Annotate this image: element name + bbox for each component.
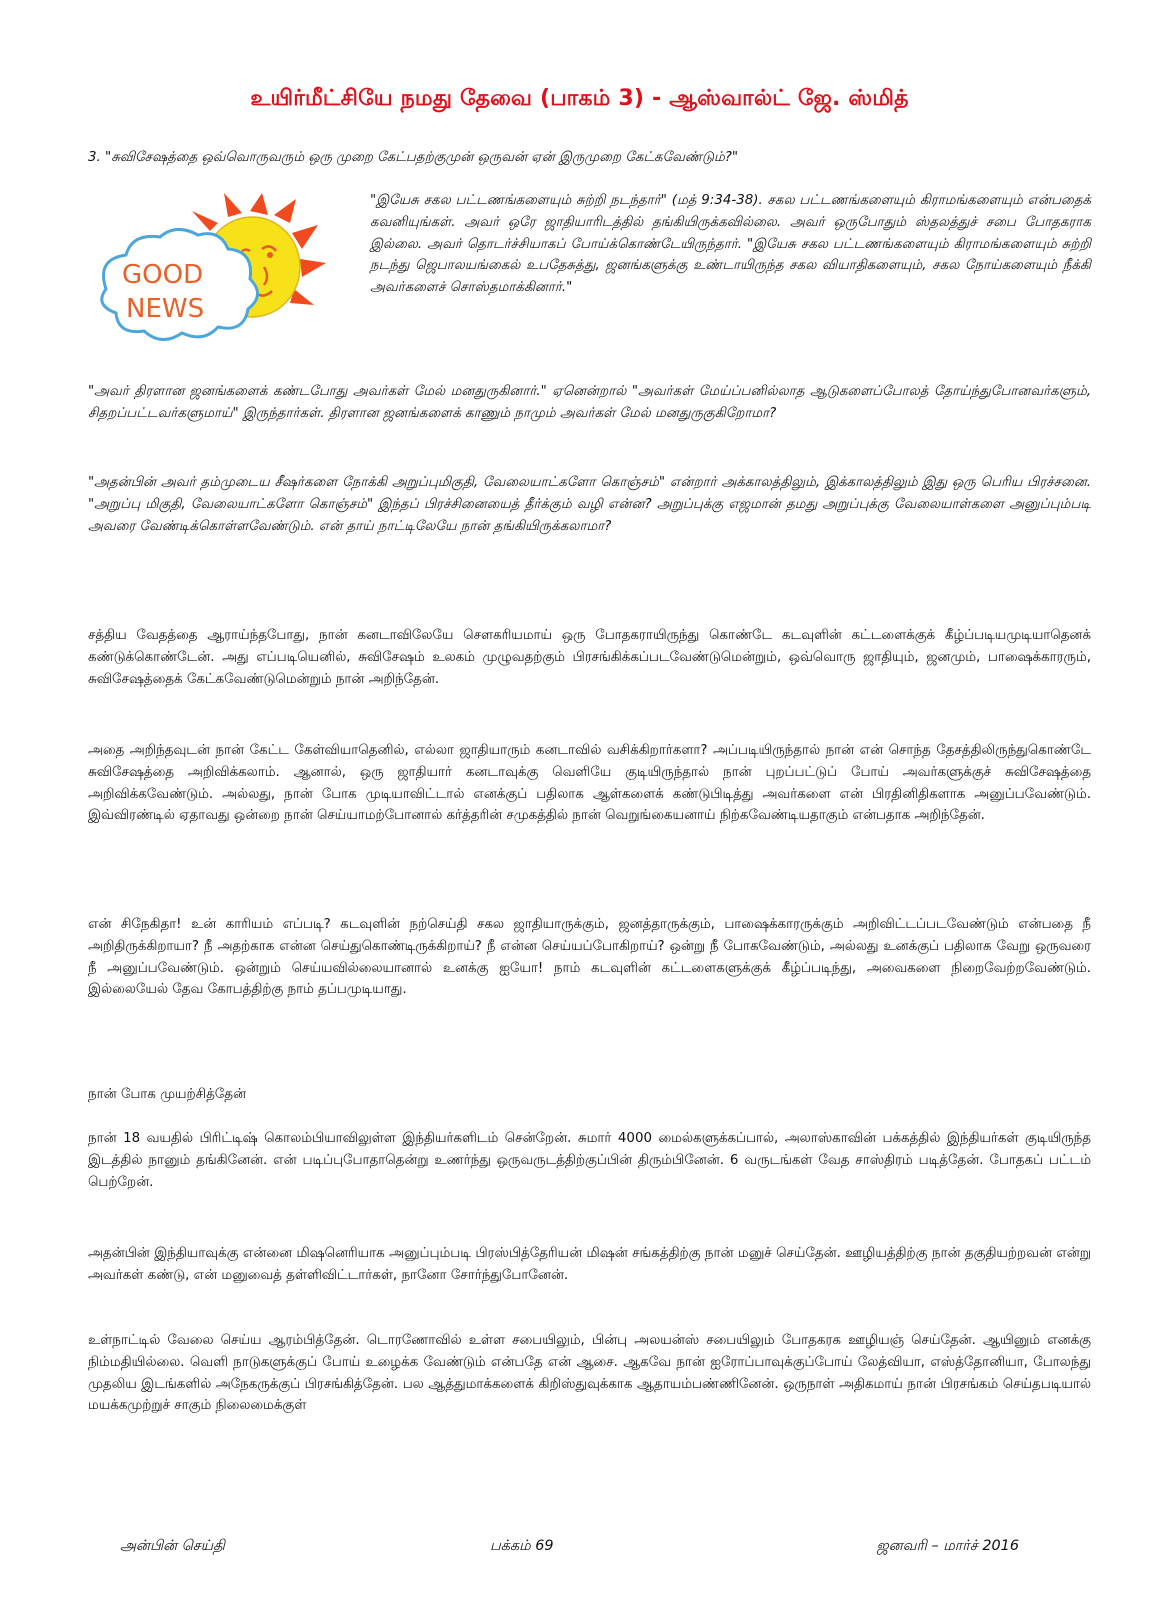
logo-text-good: GOOD [122, 260, 204, 290]
footer-page-number: பக்கம் 69 [490, 1538, 554, 1554]
paragraph-6: நான் 18 வயதில் பிரிட்டிஷ் கொலம்பியாவிலுள்ள இந்தியர்களிடம் சென்றேன். சுமார் 4000 மைல்களுக்கப்பால், அலாஸ்காவின் பக்கத்தில் இந்தியர்கள் குடியிருந்த இடத்தில் நானும் தங்கினேன். என் படிப்புபோதாதென்று உணர்ந்து ஒருவருடத்திற்குப்பின் திரும்பினேன். 6 வருடங்கள் வேத சாஸ்திரம் படித்தேன். போதகப் பட்டம் பெற்றேன். [88, 1131, 1091, 1190]
footer-publication: அன்பின் செய்தி [120, 1538, 225, 1554]
footer-date: ஜனவரி – மார்ச் 2016 [876, 1538, 1019, 1554]
good-news-logo [92, 193, 342, 353]
intro-paragraph: "இயேசு சகல பட்டணங்களையும் சுற்றி நடந்தார்" (மத் 9:34-38). சகல பட்டணங்களையும் கிராமங்களையும் என்பதைக் கவனியுங்கள். அவர் ஒரே ஜாதியாரிடத்தில் தங்கியிருக்கவில்லை. அவர் ஒருபோதும் ஸ்தலத்துச் சபை போதகராக இல்லை. அவர் தொடர்ச்சியாகப் போய்க்கொண்டேயிருந்தார். "இயேசு சகல பட்டணங்களையும் கிராமங்களையும் சுற்றி நடந்து ஜெபாலயங்கைல் உபதேசுத்து, ஜனங்களுக்கு உண்டாயிருந்த சகல வியாதிகளையும், சகல நோய்களையும் நீக்கி அவர்களைச் சொஸ்தமாக்கினார்." [370, 193, 1091, 296]
paragraph-5: என் சிநேகிதா! உன் காரியம் எப்படி? கடவுளின் நற்செய்தி சகல ஜாதியாருக்கும், ஜனத்தாருக்கும், பாஷைக்காரருக்கும் அறிவிட்டப்படவேண்டும் என்பதை நீ அறிதிருக்கிறாயா? நீ அதற்காக என்ன செய்துகொண்டிருக்கிறாய்? நீ என்ன செய்யப்போகிறாய்? ஒன்று நீ போகவேண்டும், அல்லது உனக்குப் பதிலாக வேறு ஒருவரை நீ அனுப்பவேண்டும். ஒன்றும் செய்யவில்லையானால் உனக்கு ஐயோ! நாம் கடவுளின் கட்டளைகளுக்குக் கீழ்ப்படிந்து, அவைகளை நிறைவேற்றவேண்டும். இல்லையேல் தேவ கோபத்திற்கு நாம் தப்பமுடியாது. [88, 917, 1091, 998]
paragraph-7: அதன்பின் இந்தியாவுக்கு என்னை மிஷனெரியாக அனுப்பும்படி பிரஸ்பித்தேரியன் மிஷன் சங்கத்திற்கு நான் மனுச் செய்தேன். ஊழியத்திற்கு நான் தகுதியற்றவன் என்று அவர்கள் கண்டு, என் மனுவைத் தள்ளிவிட்டார்கள், நானோ சோர்ந்துபோனேன். [88, 1246, 1091, 1283]
article-title: உயிர்மீட்சியே நமது தேவை (பாகம் 3) - ஆஸ்வால்ட் ஜே. ஸ்மித் [250, 86, 909, 111]
logo-text-news: NEWS [126, 294, 205, 324]
paragraph-8: உள்நாட்டில் வேலை செய்ய ஆரம்பித்தேன். டொரணோவில் உள்ள சபையிலும், பின்பு அலயன்ஸ் சபையிலும் போதகரக ஊழியஞ் செய்தேன். ஆயினும் எனக்கு நிம்மதியில்லை. வெளி நாடுகளுக்குப் போய் உழைக்க வேண்டும் என்பதே என் ஆசை. ஆகவே நான் ஐரோப்பாவுக்குப்போய் லேத்வியா, எஸ்த்தோனியா, போலந்து முதலிய இடங்களில் அநேகருக்குப் பிரசங்கித்தேன். பல ஆத்துமாக்களைக் கிறிஸ்துவுக்காக ஆதாயம்பண்ணினேன். ஒருநாள் அதிகமாய் நான் பிரசங்கம் செய்தபடியால் மயக்கமுற்றுச் சாகும் நிலைமைக்குள் [88, 1333, 1091, 1414]
paragraph-3: சத்திய வேதத்தை ஆராய்ந்தபோது, நான் கனடாவிலேயே சௌகரியமாய் ஒரு போதகராயிருந்து கொண்டே கடவுளின் கட்டளைக்குக் கீழ்ப்படியமுடியாதெனக் கண்டுக்கொண்டேன். அது எப்படியெனில், சுவிசேஷம் உலகம் முழுவதற்கும் பிரசங்கிக்கப்படவேண்டுமென்றும், ஒவ்வொரு ஜாதியும், ஜனமும், பாஷைக்காரரும், சுவிசேஷத்தைக் கேட்கவேண்டுமென்றும் நான் அறிந்தேன். [88, 628, 1091, 687]
paragraph-4: அதை அறிந்தவுடன் நான் கேட்ட கேள்வியாதெனில், எல்லா ஜாதியாரும் கனடாவில் வசிக்கிறார்களா? அப்படியிருந்தால் நான் என் சொந்த தேசத்திலிருந்துகொண்டே சுவிசேஷத்தை அறிவிக்கலாம். ஆனால், ஒரு ஜாதியார் கனடாவுக்கு வெளியே குடியிருந்தால் நான் புறப்பட்டுப் போய் அவர்களுக்குச் சுவிசேஷத்தை அறிவிக்கவேண்டும். அல்லது, நான் போக முடியாவிட்டால் எனக்குப் பதிலாக ஆள்களைக் கண்டுபிடித்து அவர்களை என் பிரதினிதிகளாக அனுப்பவேண்டும். இவ்விரண்டில் ஏதாவது ஒன்றை நான் செய்யாமற்போனால் கர்த்தரின் சமுகத்தில் நான் வெறுங்கையனாய் நிற்கவேண்டியதாகும் என்பதாக அறிந்தேன். [88, 743, 1091, 824]
paragraph-1: "அவர் திரளான ஜனங்களைக் கண்டபோது அவர்கள் மேல் மனதுருகினார்." ஏனென்றால் "அவர்கள் மேய்ப்பனில்லாத ஆடுகளைப்போலத் தோய்ந்துபோனவர்களும், சிதறப்பட்டவர்களுமாய்" இருந்தார்கள். திரளான ஜனங்களைக் காணும் நாமும் அவர்கள் மேல் மனதுருகுகிறோமா? [88, 384, 1091, 421]
section-heading: நான் போக முயற்சித்தேன் [88, 1087, 247, 1102]
section-question: 3. "சுவிசேஷத்தை ஒவ்வொருவரும் ஒரு முறை கேட்பதற்குமுன் ஒருவன் ஏன் இருமுறை கேட்கவேண்டும்?" [88, 150, 738, 165]
paragraph-2: "அதன்பின் அவர் தம்முடைய சீஷர்களை நோக்கி அறுப்புமிகுதி, வேலையாட்களோ கொஞ்சம்" என்றார் அக்காலத்திலும், இக்காலத்திலும் இது ஒரு பெரிய பிரச்சனை. "அறுப்பு மிகுதி, வேலையாட்களோ கொஞ்சம்" இந்தப் பிரச்சினையைத் தீர்க்கும் வழி என்ன? அறுப்புக்கு எஜமான் தமது அறுப்புக்கு வேலையாள்களை அனுப்பும்படி அவரை வேண்டிக்கொள்ளவேண்டும். என் தாய் நாட்டிலேயே நான் தங்கியிருக்கலாமா? [88, 475, 1091, 534]
